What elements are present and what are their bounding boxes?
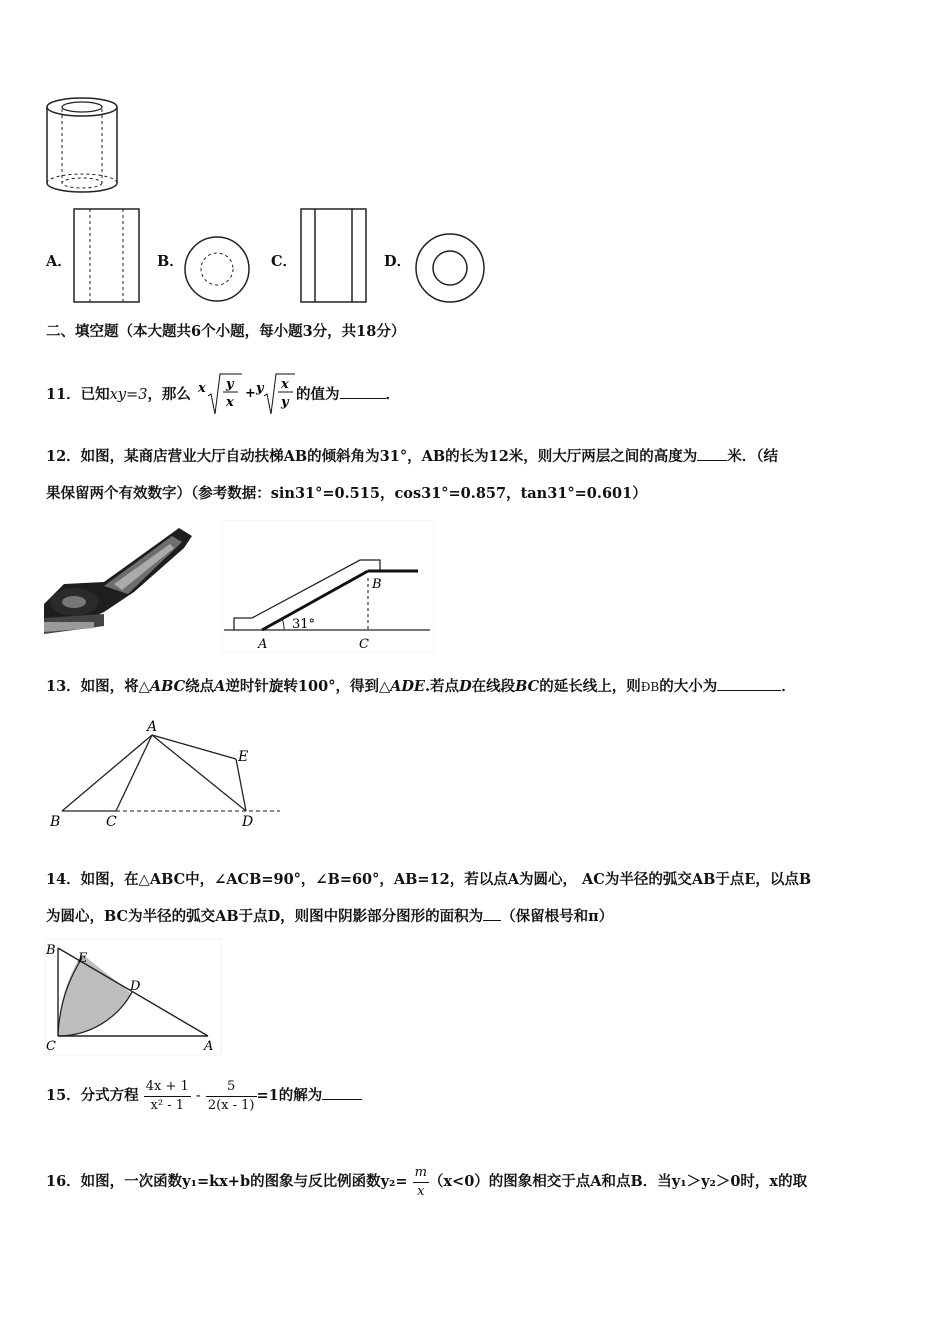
q16-frac-num: m [413, 1164, 429, 1183]
fig13-a: A [147, 719, 158, 735]
q13-point-a: A [214, 678, 226, 695]
q15-den1: x² - 1 [150, 1097, 184, 1113]
q12-text1: 12．如图，某商店营业大厅自动扶梯AB的倾斜角为31°，AB的长为12米，则大厅两层之间的高度为 [46, 448, 698, 465]
q15-prefix: 15．分式方程 [46, 1087, 139, 1104]
q15-num1: 4x + 1 [144, 1078, 191, 1097]
fig14-a: A [204, 1039, 214, 1054]
q13-angle-b: ÐB [640, 680, 660, 694]
q13-text4: .若点 [425, 678, 460, 695]
fig14-c: C [46, 1039, 56, 1054]
escalator-diagram [222, 520, 434, 652]
q13-text5: 在线段 [471, 678, 516, 695]
q12-text1-end: 米．（结 [727, 448, 779, 465]
fig13-c: C [106, 814, 117, 830]
escalator-photo [44, 522, 194, 638]
q16-text1: 16．如图，一次函数y₁=kx+b的图象与反比例函数y₂= [46, 1173, 408, 1190]
question-16 [46, 1156, 906, 1208]
q16-text2: （x<0）的图象相交于点A和点B．当y₁＞y₂＞0时，x的取 [428, 1173, 808, 1190]
option-c-label: C． [271, 253, 298, 270]
q11-end: ． [385, 386, 400, 403]
q13-segment-bc: BC [515, 678, 540, 695]
q13-triangle-abc: ABC [149, 678, 186, 695]
svg-text:x: x [281, 377, 289, 392]
point-b-label: B [372, 577, 382, 592]
question-12-line1 [46, 445, 906, 466]
question-13 [46, 675, 906, 696]
q15-answer-blank[interactable] [322, 1085, 362, 1100]
question-14-line2 [46, 905, 906, 926]
q15-num2: 5 [206, 1078, 257, 1097]
q16-fraction [413, 1164, 429, 1201]
fig13-b: B [50, 814, 61, 830]
option-d-label: D． [384, 253, 412, 270]
q13-text1: 13．如图，将△ [46, 678, 150, 695]
q11-prefix: 11．已知 [46, 386, 110, 403]
q11-answer-blank[interactable] [340, 398, 386, 399]
q13-text7: 的大小为 [659, 678, 718, 695]
question-11 [46, 370, 906, 420]
q12-answer-blank[interactable] [697, 460, 727, 461]
rotation-triangle-figure [44, 715, 284, 830]
angle-label: 31° [292, 617, 316, 632]
q14-answer-blank[interactable] [483, 920, 501, 921]
point-c-label: C [359, 637, 369, 652]
q14-text2-end: （保留根号和π） [501, 908, 614, 925]
point-a-label: A [258, 637, 268, 652]
svg-text:y: y [256, 381, 264, 396]
hollow-cylinder-figure [40, 95, 130, 200]
svg-text:+: + [245, 386, 256, 401]
q15-fraction-1 [144, 1078, 191, 1115]
q13-triangle-ade: ADE [390, 678, 425, 695]
svg-text:y: y [281, 395, 289, 410]
q13-text2: 绕点 [185, 678, 215, 695]
fig13-d: D [242, 814, 254, 830]
svg-text:x: x [198, 381, 206, 396]
q13-text6: 的延长线上，则 [539, 678, 641, 695]
section-heading: 二、填空题（本大题共6个小题，每小题3分，共18分） [46, 323, 406, 340]
fig14-d: D [130, 979, 141, 994]
q11-suffix: 的值为 [296, 386, 340, 403]
question-12-line2: 果保留两个有效数字）（参考数据：sin31°=0.515，cos31°=0.857，tan31°=0.601） [46, 485, 647, 502]
q15-den2: 2(x - 1) [207, 1097, 255, 1113]
option-a-figure [72, 207, 142, 304]
q11-expression [196, 370, 296, 420]
question-14-line1: 14．如图，在△ABC中，∠ACB=90°，∠B=60°，AB=12，若以点A为圆心， AC为半径的弧交AB于点E，以点B [46, 871, 812, 888]
shaded-arc-figure [44, 938, 222, 1056]
svg-text:y: y [226, 377, 234, 392]
option-a-label: A． [46, 253, 72, 270]
q14-text2: 为圆心，BC为半径的弧交AB于点D，则图中阴影部分图形的面积为 [46, 908, 484, 925]
fig14-b: B [46, 943, 56, 958]
q15-fraction-2 [206, 1078, 257, 1115]
option-c-figure [299, 207, 369, 304]
q11-mid: ，那么 [147, 386, 191, 403]
q13-end: ． [781, 678, 796, 695]
q15-suffix: =1的解为 [256, 1087, 323, 1104]
fig14-e: E [78, 951, 88, 966]
q13-answer-blank[interactable] [717, 690, 781, 691]
option-d-figure [410, 230, 492, 306]
q11-condition: xy=3 [109, 387, 148, 403]
fig13-e: E [238, 749, 249, 765]
svg-text:x: x [226, 395, 234, 410]
q13-point-d: D [459, 678, 472, 695]
question-15 [46, 1070, 906, 1122]
q13-text3: 逆时针旋转100°，得到△ [225, 678, 391, 695]
option-b-figure [180, 234, 256, 304]
q16-frac-den: x [417, 1183, 425, 1199]
option-b-label: B． [157, 253, 184, 270]
q15-minus: - [195, 1088, 201, 1104]
